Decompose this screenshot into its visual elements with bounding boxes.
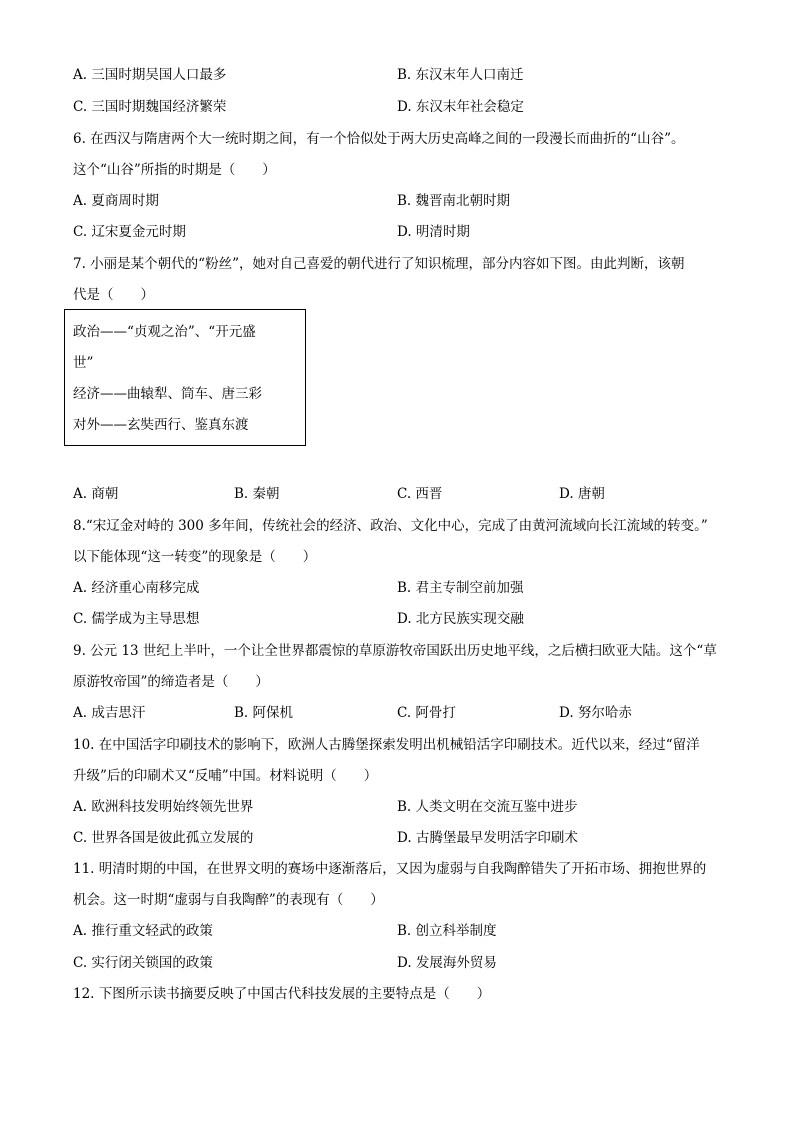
q8-stem-line2: 以下能体现“这一转变”的现象是（ ） [73, 549, 317, 565]
q6-option-d: D. 明清时期 [397, 224, 470, 240]
q10-stem-line2: 升级”后的印刷术又“反哺”中国。材料说明（ ） [73, 768, 378, 784]
q7-option-b: B. 秦朝 [234, 486, 280, 502]
q11-option-b: B. 创立科举制度 [397, 923, 497, 939]
q9-stem-line2: 原游牧帝国”的缔造者是（ ） [73, 674, 269, 690]
q11-option-c: C. 实行闭关锁国的政策 [73, 955, 213, 971]
q9-stem-line1: 9. 公元 13 世纪上半叶，一个让全世界都震惊的草原游牧帝国跃出历史地平线，之后横扫欧亚大陆。这个“草 [73, 643, 717, 659]
q10-option-a: A. 欧洲科技发明始终领先世界 [73, 799, 254, 815]
q11-stem-line1: 11. 明清时期的中国，在世界文明的赛场中逐渐落后，又因为虚弱与自我陶醉错失了开拓市场、拥抱世界的 [73, 861, 707, 877]
q10-option-b: B. 人类文明在交流互鉴中进步 [397, 799, 578, 815]
q9-option-c: C. 阿骨打 [397, 705, 456, 721]
q7-option-a: A. 商朝 [73, 486, 119, 502]
q8-option-d: D. 北方民族实现交融 [397, 611, 524, 627]
q8-option-c: C. 儒学成为主导思想 [73, 611, 200, 627]
q9-option-a: A. 成吉思汗 [73, 705, 146, 721]
q5-option-d: D. 东汉末年社会稳定 [397, 99, 524, 115]
q6-option-c: C. 辽宋夏金元时期 [73, 224, 186, 240]
q7-box-line4: 对外——玄奘西行、鉴真东渡 [73, 417, 249, 433]
q5-option-a: A. 三国时期吴国人口最多 [73, 67, 227, 83]
q7-box-line1: 政治——“贞观之治”、“开元盛 [73, 324, 256, 340]
q7-option-c: C. 西晋 [397, 486, 443, 502]
q9-option-d: D. 努尔哈赤 [559, 705, 632, 721]
q10-option-d: D. 古腾堡最早发明活字印刷术 [397, 830, 578, 846]
q7-box-line2: 世” [73, 355, 94, 371]
q7-stem-line2: 代是（ ） [73, 287, 154, 303]
q5-option-b: B. 东汉末年人口南迁 [397, 67, 524, 83]
q11-option-a: A. 推行重文轻武的政策 [73, 923, 213, 939]
q8-option-b: B. 君主专制空前加强 [397, 580, 524, 596]
q9-option-b: B. 阿保机 [234, 705, 294, 721]
q8-option-a: A. 经济重心南移完成 [73, 580, 200, 596]
q8-stem-line1: 8.“宋辽金对峙的 300 多年间，传统社会的经济、政治、文化中心，完成了由黄河流域向长江流域的转变。” [73, 518, 708, 534]
q5-option-c: C. 三国时期魏国经济繁荣 [73, 99, 227, 115]
q6-stem-line2: 这个“山谷”所指的时期是（ ） [73, 162, 276, 178]
q10-stem-line1: 10. 在中国活字印刷技术的影响下，欧洲人古腾堡探索发明出机械铅活字印刷技术。近代以来，经过“留洋 [73, 737, 700, 753]
q11-option-d: D. 发展海外贸易 [397, 955, 497, 971]
q12-stem-line1: 12. 下图所示读书摘要反映了中国古代科技发展的主要特点是（ ） [73, 986, 491, 1002]
q11-stem-line2: 机会。这一时期“虚弱与自我陶醉”的表现有（ ） [73, 892, 384, 908]
q7-box-line3: 经济——曲辕犁、筒车、唐三彩 [73, 386, 262, 402]
q6-option-b: B. 魏晋南北朝时期 [397, 193, 511, 209]
q6-stem-line1: 6. 在西汉与隋唐两个大一统时期之间，有一个恰似处于两大历史高峰之间的一段漫长而曲折的“山谷”。 [73, 131, 685, 147]
q7-knowledge-box [64, 309, 306, 446]
q6-option-a: A. 夏商周时期 [73, 193, 159, 209]
q7-option-d: D. 唐朝 [559, 486, 605, 502]
q7-stem-line1: 7. 小丽是某个朝代的“粉丝”，她对自己喜爱的朝代进行了知识梳理，部分内容如下图。由此判断，该朝 [73, 256, 685, 272]
q10-option-c: C. 世界各国是彼此孤立发展的 [73, 830, 254, 846]
